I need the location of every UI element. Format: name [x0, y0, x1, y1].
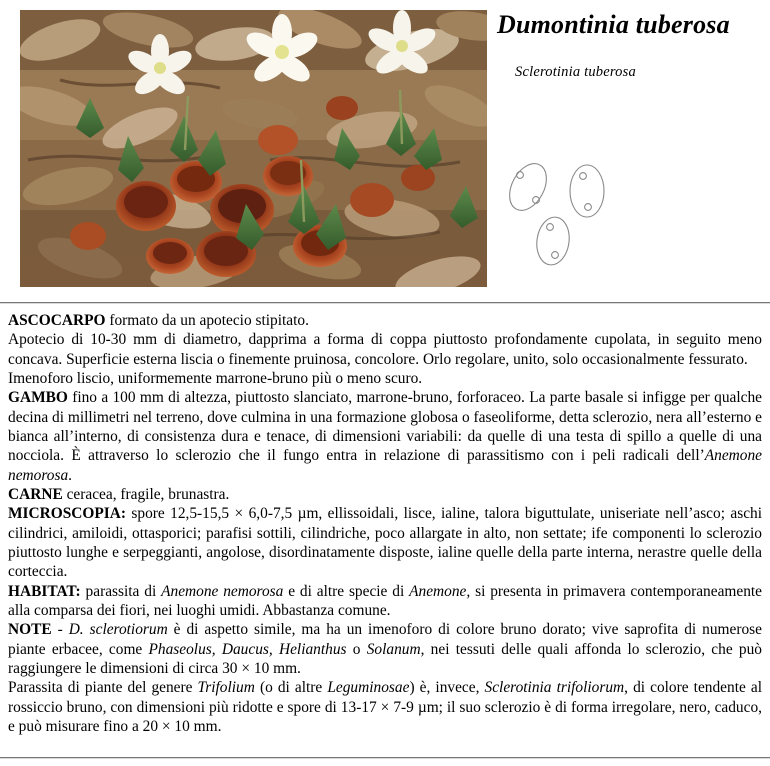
taxon-name: Solanum [366, 640, 421, 658]
section-heading-microscopia: MICROSCOPIA: [8, 505, 126, 523]
taxon-name: Anemone nemorosa [8, 447, 762, 484]
species-synonym: Sclerotinia tuberosa [515, 63, 636, 80]
paragraph-ascocarpo [8, 369, 762, 388]
paragraph-carne [8, 485, 762, 504]
text-run: , nei tessuti delle quali affonda lo sclerozio, che può raggiungere le dimensioni di circa 30 × 10 mm. [8, 640, 762, 677]
text-run: è di aspetto simile, ma ha un imenoforo di colore bruno dorato; vive saprofita di numerose piante erbacee, come [8, 621, 762, 658]
plate-area [0, 0, 770, 302]
text-run: . [68, 466, 72, 484]
photo-illustration [20, 10, 487, 287]
section-heading-gambo: GAMBO [8, 389, 68, 407]
text-run: formato da un apotecio stipitato. [105, 312, 309, 329]
paragraph-microscopia [8, 504, 762, 581]
text-run: Imenoforo liscio, uniformemente marrone-bruno più o meno scuro. [8, 369, 423, 387]
paragraph-ascocarpo [8, 330, 762, 369]
spore-drawing [497, 155, 627, 270]
paragraph-note [8, 678, 762, 736]
text-run: Apotecio di 10-30 mm di diametro, dapprima a forma di coppa piuttosto profondamente cupolata, in seguito meno concava. Superficie esterna liscia o finemente pruinosa, concolore. Orlo regolare, unito, solo occasionalmente fessurato. [8, 331, 762, 368]
text-run: Parassita di piante del genere [8, 679, 198, 697]
paragraph-note [8, 620, 762, 678]
species-name: Dumontinia tuberosa [497, 10, 730, 39]
taxon-name: D. sclerotiorum [68, 621, 168, 639]
title-block [497, 8, 762, 81]
section-heading-carne: CARNE [8, 485, 63, 503]
text-run: e di altre specie di [283, 582, 410, 600]
section-heading-note: NOTE [8, 621, 52, 639]
description-text [8, 311, 762, 736]
paragraph-gambo [8, 388, 762, 485]
text-run: si presenta in primavera contemporaneamente alla comparsa dei fiori, nei luoghi umidi. Abbastanza comune. [8, 582, 763, 619]
spore-illustration-svg [497, 155, 627, 270]
text-run: ceracea, fragile, brunastra. [62, 485, 230, 503]
text-run: o [346, 640, 367, 658]
species-photograph [20, 10, 487, 287]
taxon-name: Trifolium [197, 679, 255, 697]
taxon-name: Sclerotinia trifoliorum [484, 679, 625, 697]
taxon-name: Leguminosae [327, 679, 410, 697]
taxon-name: Anemone, [409, 582, 471, 600]
text-run: (o di altre [254, 679, 328, 697]
paragraph-habitat [8, 582, 762, 621]
taxon-name: Anemone nemorosa [161, 582, 284, 600]
separator-rule-top [0, 302, 770, 304]
text-run: - [51, 621, 69, 639]
text-run: spore 12,5-15,5 × 6,0-7,5 µm, ellissoidali, lisce, ialine, talora biguttulate, uniseriate nell’asco; aschi cilindrici, amiloidi, ottasporici; parafisi sottili, cilindriche, poco allargate in alto, non settate; ife componenti lo sclerozio piuttosto lunghe e serpeggianti, angolose, disordinatamente disposte, ialine quelle della parte interna, nerastre quelle della corteccia. [8, 505, 762, 581]
paragraph-ascocarpo [8, 311, 762, 330]
section-heading-habitat: HABITAT: [8, 582, 81, 600]
text-run: , di colore tendente al rossiccio bruno, con dimensioni più ridotte e spore di 13-17 × 7-9 µm; il suo sclerozio è di forma irregolare, nero, caduco, e può misurare fino a 20 × 10 mm. [8, 679, 763, 735]
separator-rule-bottom [0, 757, 770, 759]
text-run: fino a 100 mm di altezza, piuttosto slanciato, marrone-bruno, forforaceo. La parte basale si infigge per qualche decina di millimetri nel terreno, dove culmina in una formazione globosa o faseoliforme, detta sclerozio, nera all’esterno e bianca all’interno, di consistenza dura e tenace, di dimensioni variabili: da quelle di una testa di spillo a quelle di una nocciola. È attraverso lo sclerozio che il fungo entra in relazione di parassitismo con i peli radicali dell’ [8, 389, 762, 465]
text-run: parassita di [80, 582, 162, 600]
taxon-name: Phaseolus, Daucus, Helianthus [148, 640, 347, 658]
text-run: ) è, invece, [409, 679, 485, 697]
section-heading-ascocarpo: ASCOCARPO [8, 312, 106, 329]
